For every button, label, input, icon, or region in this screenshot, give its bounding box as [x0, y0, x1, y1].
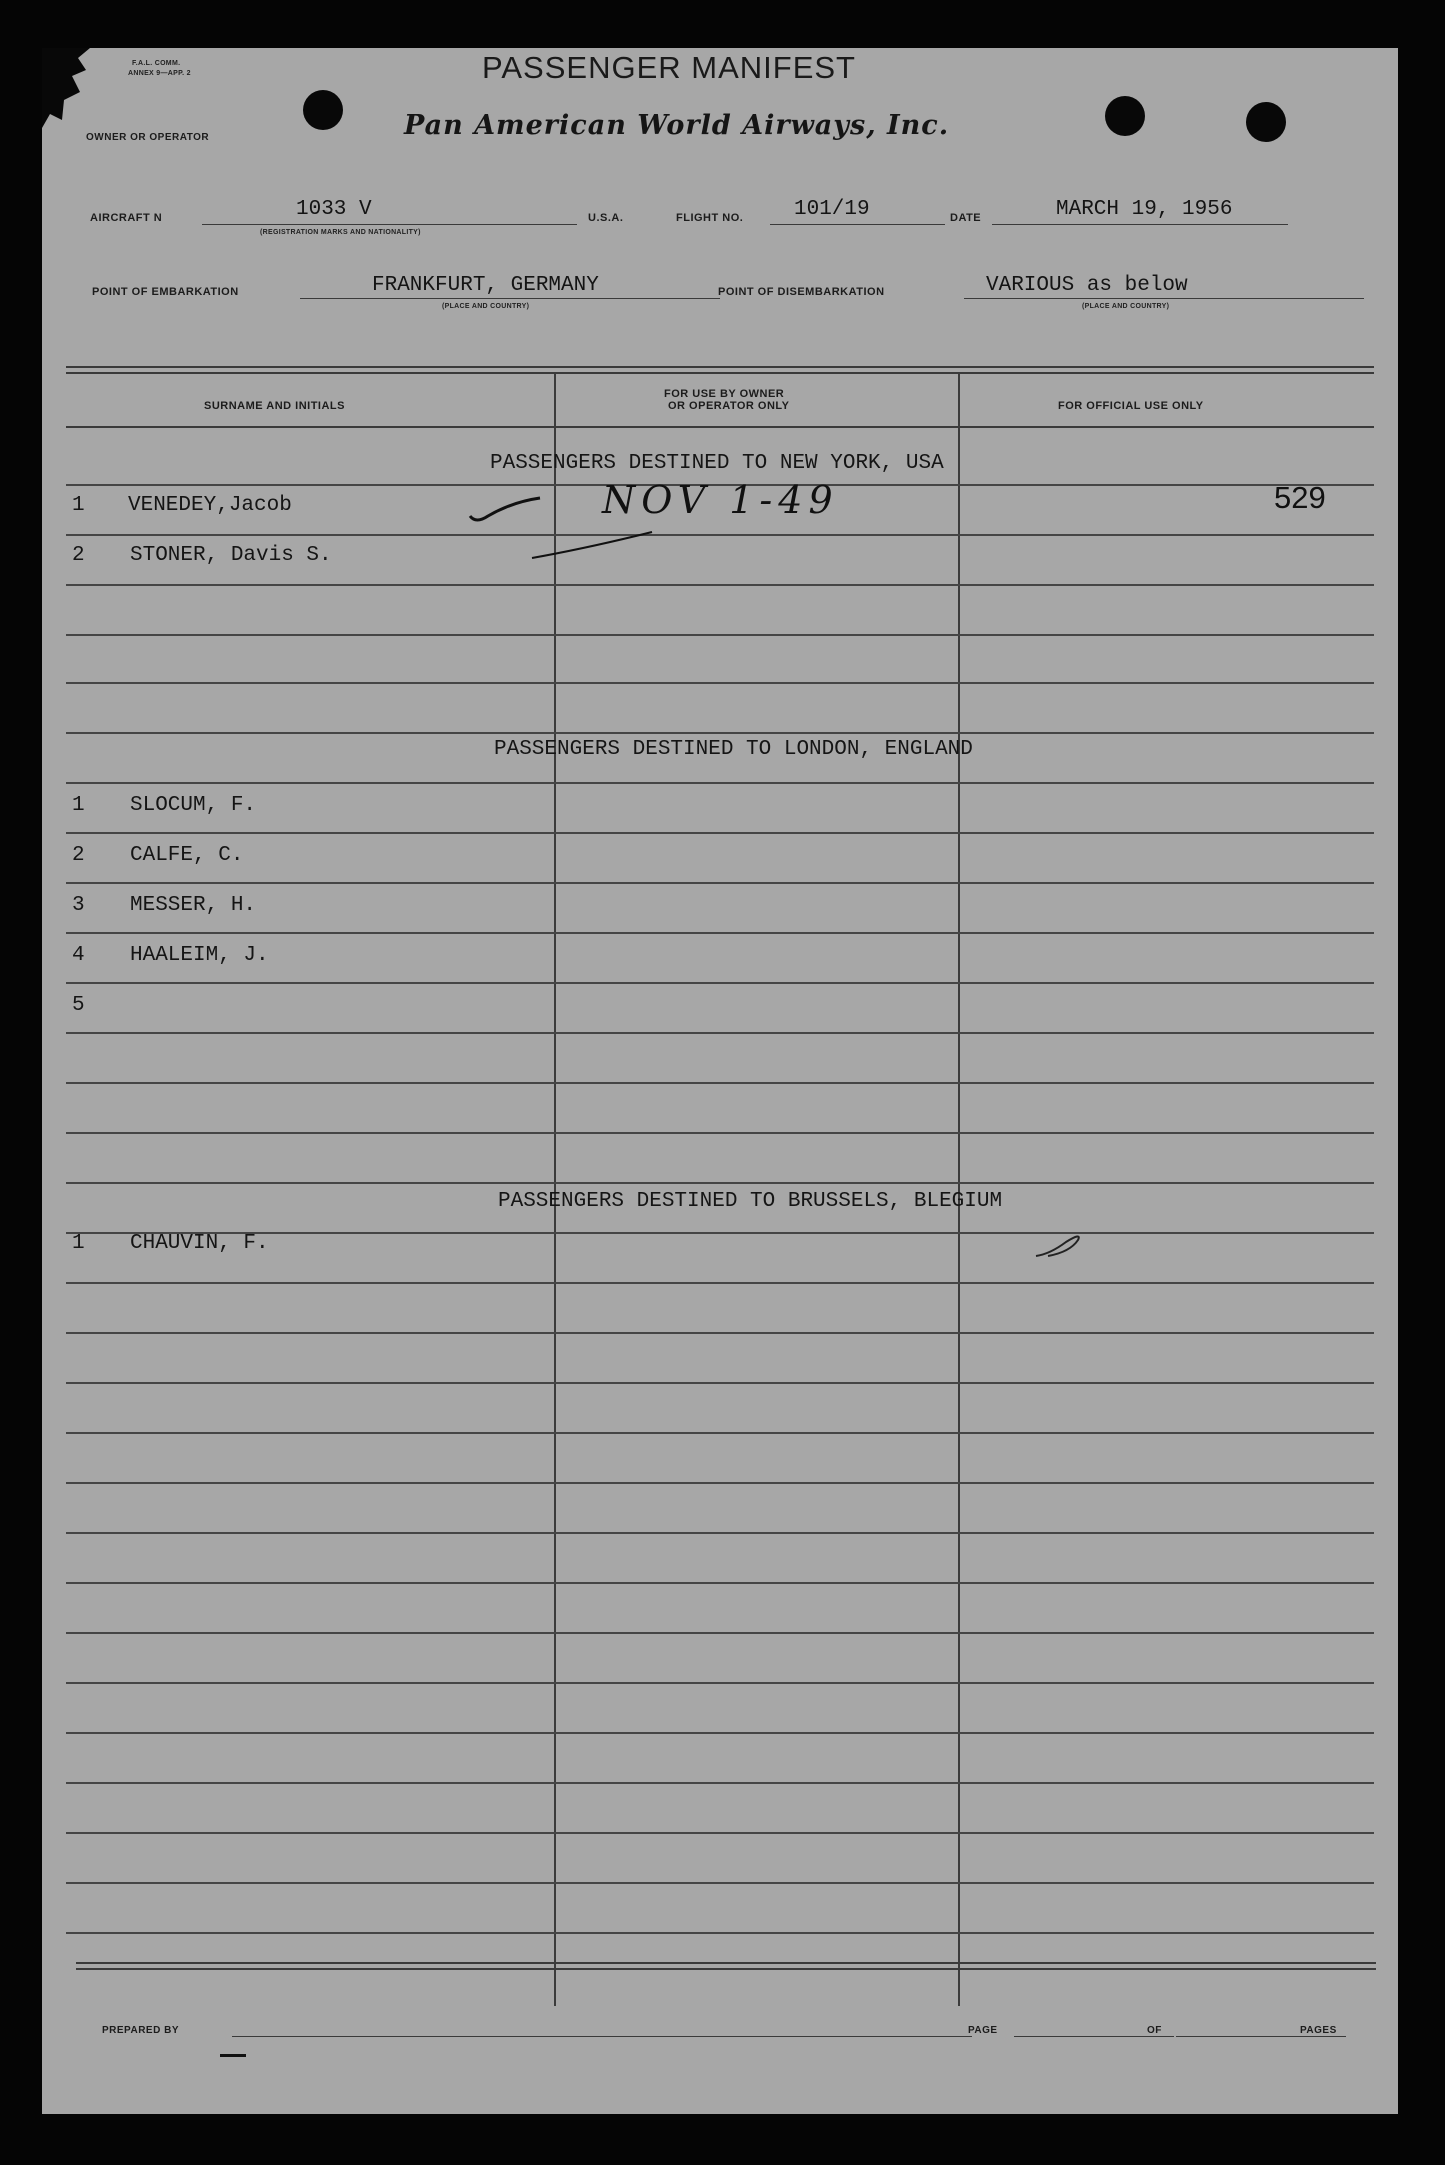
- flight-label: FLIGHT NO.: [676, 212, 744, 224]
- ruled-line: [66, 1332, 1374, 1334]
- passenger-number: 4: [72, 944, 85, 967]
- passenger-name: SLOCUM, F.: [130, 794, 257, 817]
- aircraft-underline: [202, 224, 577, 225]
- official-number: 529: [1274, 480, 1326, 515]
- passenger-number: 1: [72, 494, 85, 517]
- page-underline: [1014, 2036, 1174, 2037]
- ruled-line: [66, 832, 1374, 834]
- table-top-rule: [66, 366, 1374, 368]
- flight-underline: [770, 224, 945, 225]
- country-label: U.S.A.: [588, 212, 624, 224]
- passenger-name: HAALEIM, J.: [130, 944, 269, 967]
- check-mark-icon: [466, 488, 546, 528]
- torn-corner: [42, 48, 132, 138]
- ruled-line: [66, 682, 1374, 684]
- ruled-line: [66, 1532, 1374, 1534]
- disembark-underline: [964, 298, 1364, 299]
- passenger-number: 1: [72, 794, 85, 817]
- ruled-line: [66, 1082, 1374, 1084]
- date-underline: [992, 224, 1288, 225]
- passenger-name: CALFE, C.: [130, 844, 244, 867]
- passenger-name: STONER, Davis S.: [130, 544, 332, 567]
- column-header-surname: SURNAME AND INITIALS: [204, 400, 345, 412]
- pages-label: PAGES: [1300, 2025, 1337, 2036]
- airline-name: Pan American World Airways, Inc.: [404, 110, 950, 141]
- owner-label: OWNER OR OPERATOR: [86, 132, 210, 143]
- ruled-line: [66, 1182, 1374, 1184]
- handwritten-mark: [1030, 1228, 1100, 1268]
- ruled-line: [66, 982, 1374, 984]
- section-heading-new-york: PASSENGERS DESTINED TO NEW YORK, USA: [490, 452, 944, 475]
- column-header-owner-use: OR OPERATOR ONLY: [668, 400, 790, 412]
- corner-stamp-line1: F.A.L. COMM.: [132, 60, 181, 67]
- ruled-line: [66, 1582, 1374, 1584]
- ruled-line: [66, 534, 1374, 536]
- column-header-official: FOR OFFICIAL USE ONLY: [1058, 400, 1204, 412]
- table-bottom-rule: [76, 1968, 1376, 1970]
- column-header-owner-use: FOR USE BY OWNER: [664, 388, 785, 400]
- passenger-number: 1: [72, 1232, 85, 1255]
- ruled-line: [66, 932, 1374, 934]
- passenger-name: MESSER, H.: [130, 894, 257, 917]
- ruled-line: [66, 1932, 1374, 1934]
- prepared-by-label: PREPARED BY: [102, 2025, 179, 2036]
- passenger-name: VENEDEY,Jacob: [128, 494, 292, 517]
- ruled-line: [66, 1282, 1374, 1284]
- page-title: PASSENGER MANIFEST: [482, 50, 856, 85]
- of-underline: [1176, 2036, 1346, 2037]
- ruled-line: [66, 1882, 1374, 1884]
- date-value: MARCH 19, 1956: [1056, 198, 1233, 221]
- prepared-by-underline: [232, 2036, 972, 2037]
- ruled-line: [66, 634, 1374, 636]
- punch-hole: [1246, 102, 1286, 142]
- table-top-rule: [66, 372, 1374, 374]
- punch-hole: [1105, 96, 1145, 136]
- ruled-line: [66, 1132, 1374, 1134]
- embark-underline: [300, 298, 720, 299]
- ruled-line: [66, 882, 1374, 884]
- passenger-number: 2: [72, 844, 85, 867]
- ruled-line: [66, 1782, 1374, 1784]
- page-label: PAGE: [968, 2025, 998, 2036]
- ruled-line: [66, 1682, 1374, 1684]
- manifest-sheet: [42, 48, 1398, 2114]
- embark-sublabel: (PLACE AND COUNTRY): [442, 303, 530, 310]
- passenger-number: 3: [72, 894, 85, 917]
- disembark-value: VARIOUS as below: [986, 274, 1188, 297]
- ruled-line: [66, 1632, 1374, 1634]
- handwritten-stroke: [528, 528, 658, 568]
- table-bottom-rule: [76, 1962, 1376, 1964]
- passenger-name: CHAUVIN, F.: [130, 1232, 269, 1255]
- section-heading-brussels: PASSENGERS DESTINED TO BRUSSELS, BLEGIUM: [498, 1190, 1003, 1213]
- ruled-line: [66, 584, 1374, 586]
- section-heading-london: PASSENGERS DESTINED TO LONDON, ENGLAND: [494, 738, 973, 761]
- passenger-number: 2: [72, 544, 85, 567]
- ruled-line: [66, 1482, 1374, 1484]
- ruled-line: [66, 1382, 1374, 1384]
- column-header-rule: [66, 426, 1374, 428]
- corner-stamp-line2: ANNEX 9—APP. 2: [128, 70, 191, 77]
- handwritten-dash: [220, 2054, 246, 2057]
- date-label: DATE: [950, 212, 982, 224]
- passenger-number: 5: [72, 994, 85, 1017]
- ruled-line: [66, 1032, 1374, 1034]
- ruled-line: [66, 1432, 1374, 1434]
- ruled-line: [66, 782, 1374, 784]
- ruled-line: [66, 1732, 1374, 1734]
- punch-hole: [303, 90, 343, 130]
- ruled-line: [66, 1832, 1374, 1834]
- owner-handwritten-note: NOV 1-49: [602, 478, 839, 522]
- embark-value: FRANKFURT, GERMANY: [372, 274, 599, 297]
- flight-value: 101/19: [794, 198, 870, 221]
- disembark-sublabel: (PLACE AND COUNTRY): [1082, 303, 1170, 310]
- ruled-line: [66, 732, 1374, 734]
- of-label: OF: [1147, 2025, 1162, 2036]
- aircraft-sublabel: (REGISTRATION MARKS AND NATIONALITY): [260, 229, 421, 236]
- embark-label: POINT OF EMBARKATION: [92, 286, 239, 298]
- aircraft-value: 1033 V: [296, 198, 372, 221]
- disembark-label: POINT OF DISEMBARKATION: [718, 286, 885, 298]
- aircraft-label: AIRCRAFT N: [90, 212, 163, 224]
